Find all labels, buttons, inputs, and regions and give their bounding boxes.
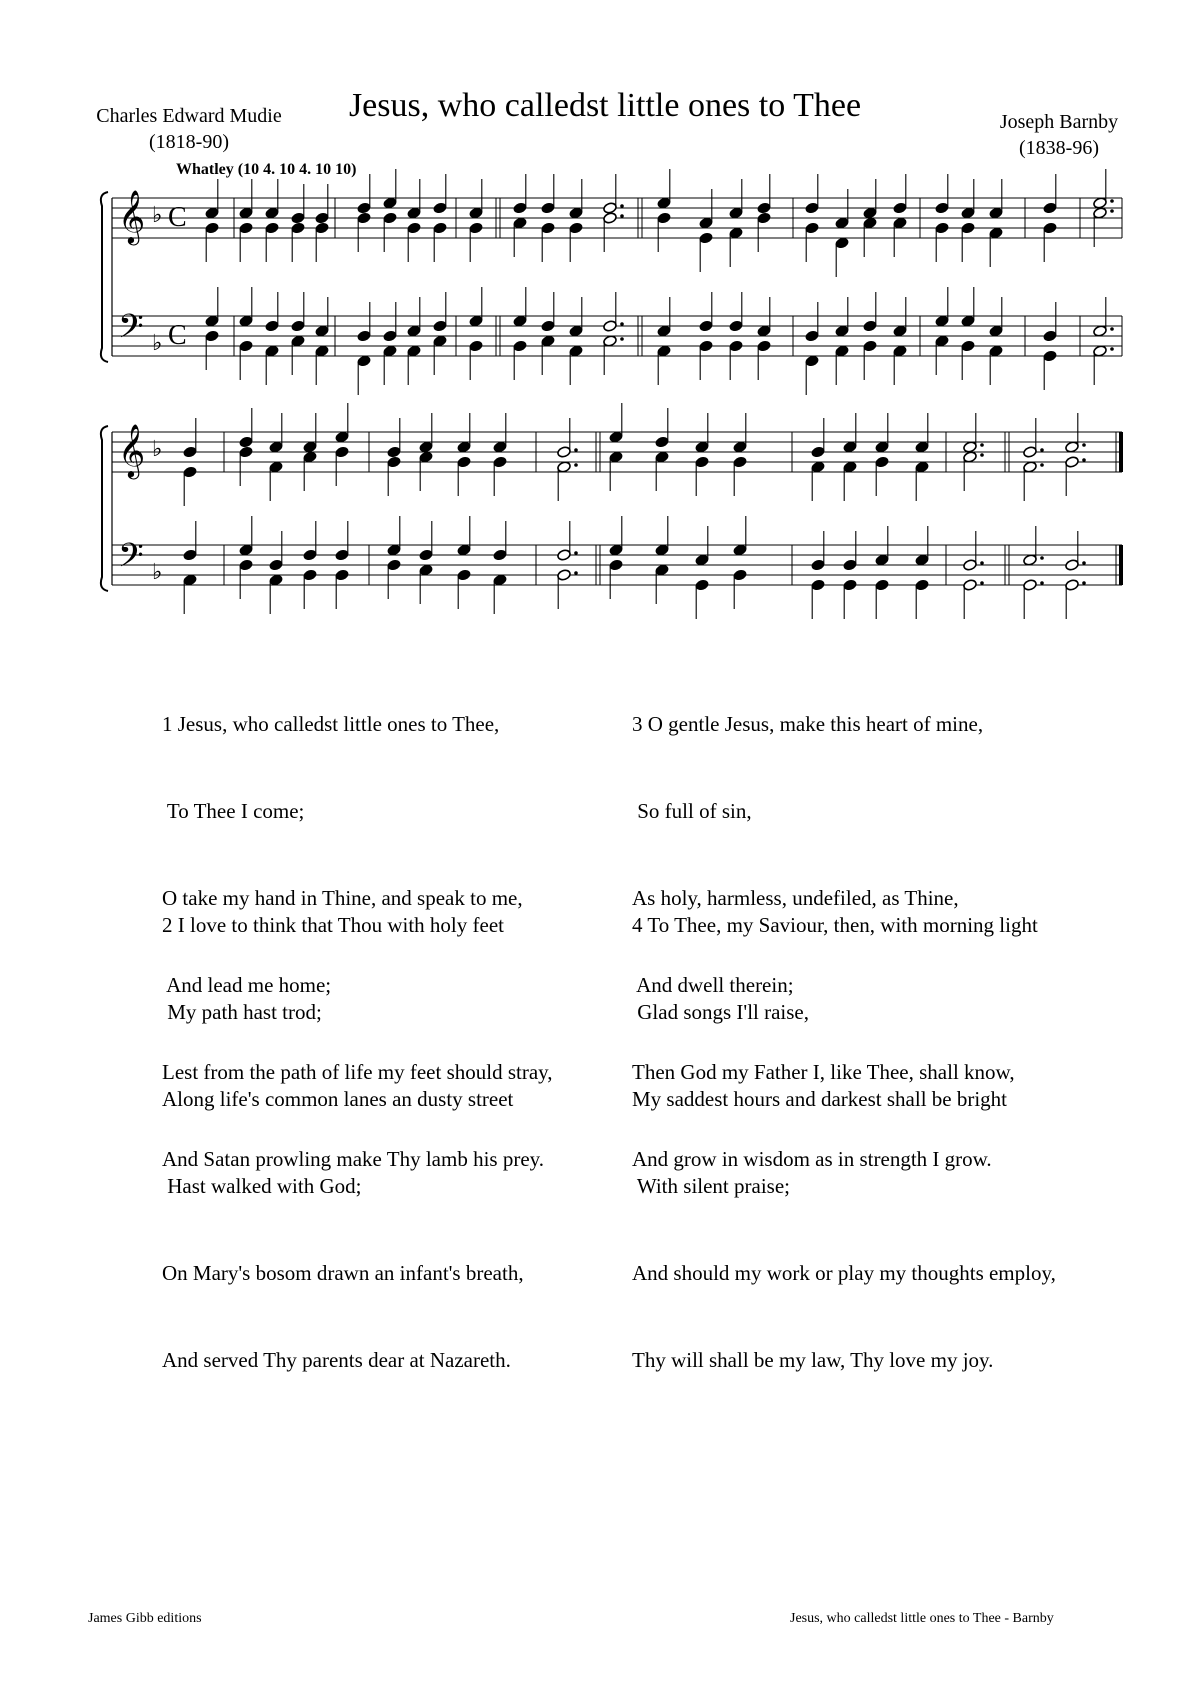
verse-line: And served Thy parents dear at Nazareth. xyxy=(162,1348,511,1372)
note-head xyxy=(811,446,826,459)
note-head xyxy=(863,340,878,353)
note-head xyxy=(1023,579,1038,592)
note-head xyxy=(757,212,772,225)
note-head xyxy=(699,320,714,333)
note-head xyxy=(699,340,714,353)
note-head xyxy=(569,345,584,358)
note-head xyxy=(1043,222,1058,235)
note-head xyxy=(699,232,714,245)
footer-running-title: Jesus, who calledst little ones to Thee - Barnby xyxy=(790,1611,1054,1626)
note-head xyxy=(265,222,280,235)
note-head xyxy=(291,222,306,235)
verse-line: My saddest hours and darkest shall be bright xyxy=(632,1087,1008,1111)
note-head xyxy=(269,574,284,587)
note-head xyxy=(315,345,330,358)
note-head xyxy=(513,217,528,230)
note-head xyxy=(695,554,710,567)
dot xyxy=(1040,463,1044,467)
verse-line: As holy, harmless, undefiled, as Thine, xyxy=(632,886,959,910)
note-head xyxy=(843,579,858,592)
note-head xyxy=(493,549,508,562)
note-head xyxy=(733,456,748,469)
note-head xyxy=(183,574,198,587)
note-head xyxy=(269,441,284,454)
note-head xyxy=(657,212,672,225)
note-head xyxy=(433,320,448,333)
note-head xyxy=(989,345,1004,358)
note-head xyxy=(835,217,850,230)
note-head xyxy=(963,441,978,454)
flat-icon: ♭ xyxy=(152,203,163,228)
verse-line: Lest from the path of life my feet should stray, xyxy=(162,1060,553,1084)
verse-line: With silent praise; xyxy=(632,1174,790,1198)
note-head xyxy=(265,320,280,333)
note-head xyxy=(383,197,398,210)
dot xyxy=(980,443,984,447)
dot xyxy=(620,204,624,208)
verse-4 xyxy=(632,853,1056,1404)
note-head xyxy=(609,559,624,572)
note-head xyxy=(493,574,508,587)
note-head xyxy=(805,222,820,235)
note-head xyxy=(239,436,254,449)
verse-line: My path hast trod; xyxy=(162,1000,322,1024)
note-head xyxy=(183,446,198,459)
note-head xyxy=(303,441,318,454)
note-head xyxy=(963,451,978,464)
note-head xyxy=(875,554,890,567)
note-head xyxy=(1093,197,1108,210)
note-head xyxy=(811,559,826,572)
note-head xyxy=(303,569,318,582)
note-head xyxy=(1023,461,1038,474)
dot xyxy=(620,322,624,326)
note-head xyxy=(609,544,624,557)
note-head xyxy=(935,222,950,235)
note-head xyxy=(863,320,878,333)
dot xyxy=(574,448,578,452)
note-head xyxy=(961,315,976,328)
verse-line: Along life's common lanes an dusty street xyxy=(162,1087,514,1111)
verse-line: 3 O gentle Jesus, make this heart of mine, xyxy=(632,712,984,736)
note-head xyxy=(961,222,976,235)
note-head xyxy=(757,325,772,338)
note-head xyxy=(541,320,556,333)
note-head xyxy=(893,202,908,215)
poet-name: Charles Edward Mudie xyxy=(96,105,282,127)
note-head xyxy=(835,237,850,250)
note-head xyxy=(183,549,198,562)
note-head xyxy=(513,315,528,328)
dot xyxy=(1110,209,1114,213)
note-head xyxy=(805,330,820,343)
note-head xyxy=(407,325,422,338)
dot xyxy=(1082,581,1086,585)
note-head xyxy=(387,544,402,557)
note-head xyxy=(239,544,254,557)
note-head xyxy=(609,431,624,444)
note-head xyxy=(419,564,434,577)
flat-icon: ♭ xyxy=(152,437,163,462)
note-head xyxy=(843,441,858,454)
note-head xyxy=(557,569,572,582)
note-head xyxy=(569,222,584,235)
verse-line: On Mary's bosom drawn an infant's breath, xyxy=(162,1261,524,1285)
note-head xyxy=(935,202,950,215)
note-head xyxy=(915,441,930,454)
note-head xyxy=(893,345,908,358)
note-head xyxy=(315,212,330,225)
note-head xyxy=(875,456,890,469)
note-head xyxy=(239,340,254,353)
dot xyxy=(574,551,578,555)
note-head xyxy=(469,207,484,220)
note-head xyxy=(657,345,672,358)
note-head xyxy=(205,222,220,235)
verse-line: 1 Jesus, who calledst little ones to Thee, xyxy=(162,712,500,736)
note-head xyxy=(303,451,318,464)
dot xyxy=(980,561,984,565)
note-head xyxy=(835,345,850,358)
note-head xyxy=(657,325,672,338)
verse-line: And should my work or play my thoughts employ, xyxy=(632,1261,1056,1285)
note-head xyxy=(657,197,672,210)
note-head xyxy=(695,456,710,469)
note-head xyxy=(989,325,1004,338)
note-head xyxy=(357,330,372,343)
note-head xyxy=(265,345,280,358)
dot xyxy=(1040,448,1044,452)
note-head xyxy=(315,222,330,235)
note-head xyxy=(513,340,528,353)
note-head xyxy=(335,431,350,444)
note-head xyxy=(733,569,748,582)
note-head xyxy=(843,559,858,572)
verse-line: Glad songs I'll raise, xyxy=(632,1000,810,1024)
verse-line: And lead me home; xyxy=(162,973,332,997)
note-head xyxy=(729,340,744,353)
note-head xyxy=(655,564,670,577)
dot xyxy=(1082,443,1086,447)
dot xyxy=(1040,556,1044,560)
note-head xyxy=(569,207,584,220)
note-head xyxy=(541,202,556,215)
note-head xyxy=(357,202,372,215)
verse-line: 2 I love to think that Thou with holy feet xyxy=(162,913,504,937)
note-head xyxy=(729,207,744,220)
note-head xyxy=(757,202,772,215)
note-head xyxy=(1065,441,1080,454)
note-head xyxy=(875,441,890,454)
verse-line: To Thee I come; xyxy=(162,799,305,823)
music-score xyxy=(0,0,1200,660)
note-head xyxy=(729,227,744,240)
footer-publisher: James Gibb editions xyxy=(88,1611,202,1626)
common-time-icon: C xyxy=(168,320,187,351)
note-head xyxy=(433,222,448,235)
dot xyxy=(1110,199,1114,203)
note-head xyxy=(419,451,434,464)
note-head xyxy=(315,325,330,338)
note-head xyxy=(989,207,1004,220)
note-head xyxy=(699,217,714,230)
note-head xyxy=(457,544,472,557)
note-head xyxy=(387,559,402,572)
note-head xyxy=(557,461,572,474)
note-head xyxy=(457,456,472,469)
note-head xyxy=(757,340,772,353)
verse-line: Then God my Father I, like Thee, shall know, xyxy=(632,1060,1015,1084)
treble-clef-icon: 𝄞 xyxy=(118,189,146,243)
note-head xyxy=(695,579,710,592)
music-system-1 xyxy=(101,169,1122,395)
verse-line: Hast walked with God; xyxy=(162,1174,362,1198)
note-head xyxy=(729,320,744,333)
note-head xyxy=(915,461,930,474)
common-time-icon: C xyxy=(168,202,187,233)
verse-line: 4 To Thee, my Saviour, then, with morning light xyxy=(632,913,1038,937)
note-head xyxy=(269,461,284,474)
note-head xyxy=(541,335,556,348)
note-head xyxy=(1043,350,1058,363)
note-head xyxy=(493,456,508,469)
flat-icon: ♭ xyxy=(152,331,163,356)
note-head xyxy=(1023,446,1038,459)
note-head xyxy=(603,212,618,225)
note-head xyxy=(863,207,878,220)
composer-dates: (1838-96) xyxy=(1019,137,1099,159)
note-head xyxy=(335,569,350,582)
note-head xyxy=(469,340,484,353)
note-head xyxy=(1093,207,1108,220)
note-head xyxy=(603,320,618,333)
bass-clef-icon: 𝄢 xyxy=(118,537,144,583)
note-head xyxy=(805,202,820,215)
dot xyxy=(620,337,624,341)
note-head xyxy=(469,222,484,235)
note-head xyxy=(805,355,820,368)
note-head xyxy=(205,207,220,220)
dot xyxy=(1110,347,1114,351)
verse-2 xyxy=(162,853,524,1404)
note-head xyxy=(915,554,930,567)
dot xyxy=(620,214,624,218)
note-head xyxy=(357,212,372,225)
note-head xyxy=(407,207,422,220)
note-head xyxy=(1065,579,1080,592)
verse-line: And Satan prowling make Thy lamb his prey. xyxy=(162,1147,545,1171)
dot xyxy=(1082,458,1086,462)
note-head xyxy=(205,315,220,328)
note-head xyxy=(387,446,402,459)
note-head xyxy=(961,207,976,220)
verse-line: And dwell therein; xyxy=(632,973,794,997)
note-head xyxy=(655,544,670,557)
note-head xyxy=(457,441,472,454)
page-title: Jesus, who calledst little ones to Thee xyxy=(348,87,862,124)
note-head xyxy=(843,461,858,474)
music-system-2 xyxy=(101,403,1123,619)
dot xyxy=(980,581,984,585)
note-head xyxy=(733,441,748,454)
note-head xyxy=(935,335,950,348)
note-head xyxy=(695,441,710,454)
note-head xyxy=(557,446,572,459)
note-head xyxy=(407,222,422,235)
note-head xyxy=(963,579,978,592)
verse-line: So full of sin, xyxy=(632,799,752,823)
tune-name: Whatley (10 4. 10 4. 10 10) xyxy=(176,161,357,178)
note-head xyxy=(291,212,306,225)
note-head xyxy=(383,212,398,225)
dot xyxy=(574,463,578,467)
note-head xyxy=(811,579,826,592)
note-head xyxy=(835,325,850,338)
note-head xyxy=(1065,559,1080,572)
note-head xyxy=(961,340,976,353)
note-head xyxy=(1065,456,1080,469)
note-head xyxy=(387,456,402,469)
note-head xyxy=(205,330,220,343)
note-head xyxy=(733,544,748,557)
note-head xyxy=(239,222,254,235)
note-head xyxy=(407,345,422,358)
note-head xyxy=(265,207,280,220)
composer-name: Joseph Barnby xyxy=(999,111,1119,133)
treble-clef-icon: 𝄞 xyxy=(118,423,146,477)
dot xyxy=(980,453,984,457)
note-head xyxy=(541,222,556,235)
note-head xyxy=(419,549,434,562)
system-bracket xyxy=(101,426,108,591)
note-head xyxy=(269,559,284,572)
note-head xyxy=(811,461,826,474)
note-head xyxy=(457,569,472,582)
dot xyxy=(1040,581,1044,585)
verse-line: Thy will shall be my law, Thy love my joy. xyxy=(632,1348,994,1372)
note-head xyxy=(303,549,318,562)
note-head xyxy=(357,355,372,368)
note-head xyxy=(383,345,398,358)
note-head xyxy=(433,335,448,348)
note-head xyxy=(239,446,254,459)
system-bracket xyxy=(101,192,108,362)
note-head xyxy=(875,579,890,592)
note-head xyxy=(239,315,254,328)
note-head xyxy=(989,227,1004,240)
note-head xyxy=(1093,345,1108,358)
note-head xyxy=(419,441,434,454)
note-head xyxy=(1093,325,1108,338)
note-head xyxy=(893,217,908,230)
note-head xyxy=(493,441,508,454)
note-head xyxy=(893,325,908,338)
note-head xyxy=(603,335,618,348)
note-head xyxy=(335,446,350,459)
note-head xyxy=(469,315,484,328)
note-head xyxy=(655,436,670,449)
note-head xyxy=(1043,202,1058,215)
dot xyxy=(1110,327,1114,331)
note-head xyxy=(557,549,572,562)
verse-line: And grow in wisdom as in strength I grow. xyxy=(632,1147,992,1171)
flat-icon: ♭ xyxy=(152,560,163,585)
note-head xyxy=(1023,554,1038,567)
note-head xyxy=(291,335,306,348)
bass-clef-icon: 𝄢 xyxy=(118,308,144,354)
dot xyxy=(574,571,578,575)
dot xyxy=(1082,561,1086,565)
note-head xyxy=(915,579,930,592)
note-head xyxy=(603,202,618,215)
note-head xyxy=(513,202,528,215)
note-head xyxy=(291,320,306,333)
note-head xyxy=(569,325,584,338)
note-head xyxy=(239,207,254,220)
note-head xyxy=(335,549,350,562)
note-head xyxy=(609,451,624,464)
note-head xyxy=(1043,330,1058,343)
note-head xyxy=(963,559,978,572)
note-head xyxy=(655,451,670,464)
note-head xyxy=(183,466,198,479)
note-head xyxy=(935,315,950,328)
poet-dates: (1818-90) xyxy=(149,131,229,153)
note-head xyxy=(383,330,398,343)
note-head xyxy=(863,217,878,230)
note-head xyxy=(433,202,448,215)
note-head xyxy=(239,559,254,572)
verse-line: O take my hand in Thine, and speak to me, xyxy=(162,886,523,910)
